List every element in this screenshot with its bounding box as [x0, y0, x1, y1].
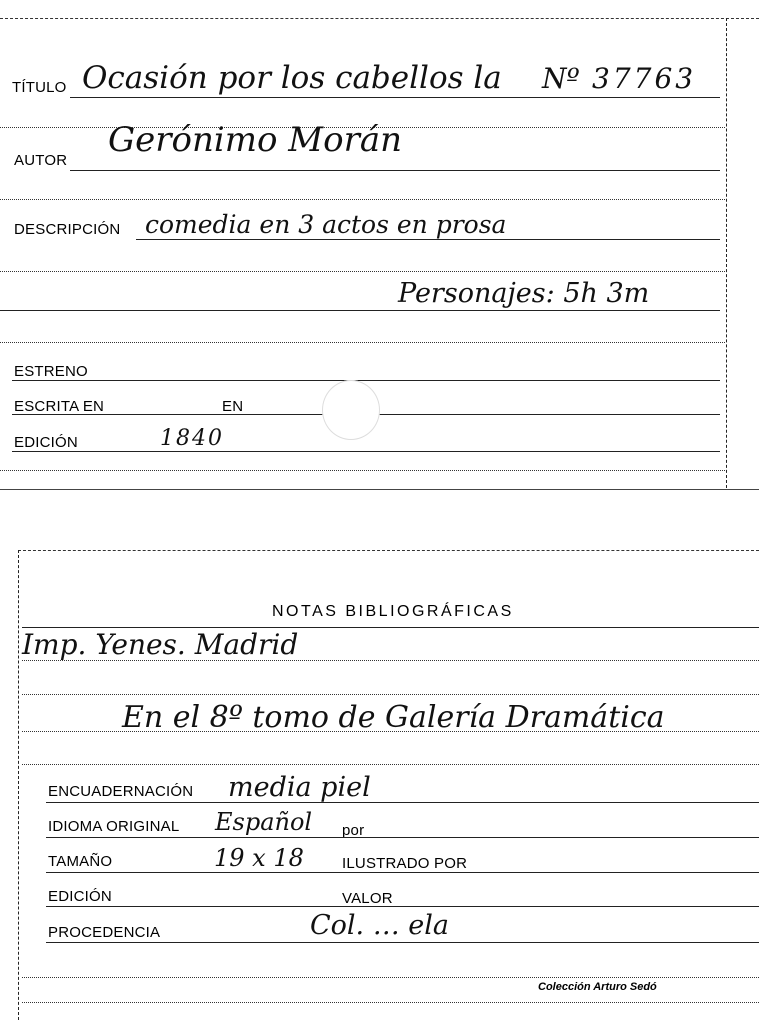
rule-bottom-2 [22, 1002, 759, 1003]
catalog-card-top [0, 0, 759, 492]
ink-blot [322, 380, 380, 440]
card-right-edge [726, 18, 727, 488]
encuadernacion-label: ENCUADERNACIÓN [48, 783, 194, 800]
rule-note-3 [22, 731, 759, 732]
edicion-label-top: EDICIÓN [14, 434, 78, 451]
edicion-value-top: 1840 [160, 426, 224, 451]
ilustrado-label: ILUSTRADO POR [342, 855, 468, 872]
number-label: Nº [542, 62, 580, 95]
en-label: EN [222, 398, 244, 415]
rule-idioma [46, 837, 759, 838]
catalog-card-bottom [0, 540, 759, 1028]
rule-autor [70, 170, 720, 171]
rule-edicion-bottom [46, 906, 759, 907]
autor-label: AUTOR [14, 152, 68, 169]
notas-heading: NOTAS BIBLIOGRÁFICAS [272, 603, 514, 620]
rule-note-4 [22, 764, 759, 765]
rule-procedencia [46, 942, 759, 943]
titulo-label: TÍTULO [12, 79, 67, 96]
escrita-en-label: ESCRITA EN [14, 398, 105, 415]
tamano-label: TAMAÑO [48, 853, 113, 870]
valor-label: VALOR [342, 890, 393, 907]
rule-personajes [0, 310, 720, 311]
rule-titulo [70, 97, 720, 98]
rule-note-2 [22, 694, 759, 695]
rule-note-1 [22, 660, 759, 661]
card-top-edge [0, 18, 759, 19]
tamano-value: 19 x 18 [214, 844, 304, 872]
rule-3 [0, 271, 725, 272]
procedencia-value: Col. … ela [310, 910, 450, 941]
edicion-label-bottom: EDICIÓN [48, 888, 112, 905]
rule-estreno [12, 380, 720, 381]
rule-encuadernacion [46, 802, 759, 803]
descripcion-label: DESCRIPCIÓN [14, 221, 121, 238]
estreno-label: ESTRENO [14, 363, 88, 380]
rule-4 [0, 342, 725, 343]
encuadernacion-value: media piel [228, 772, 371, 803]
idioma-value: Español [215, 808, 313, 836]
por-label: por [342, 822, 365, 839]
card-top-edge [18, 550, 759, 551]
idioma-label: IDIOMA ORIGINAL [48, 818, 180, 835]
rule-edicion [12, 451, 720, 452]
rule-2 [0, 199, 725, 200]
card-left-edge [18, 550, 19, 1020]
personajes-value: Personajes: 5h 3m [398, 278, 650, 309]
descripcion-value: comedia en 3 actos en prosa [145, 210, 507, 239]
collection-credit: Colección Arturo Sedó [538, 981, 657, 993]
titulo-value: Ocasión por los cabellos la [82, 60, 502, 96]
rule-5 [0, 470, 725, 471]
card-bottom-edge [0, 489, 759, 490]
note-line-2: En el 8º tomo de Galería Dramática [122, 700, 665, 735]
rule-tamano [46, 872, 759, 873]
note-line-1: Imp. Yenes. Madrid [22, 628, 299, 661]
number-value: 37763 [592, 62, 697, 95]
procedencia-label: PROCEDENCIA [48, 924, 161, 941]
autor-value: Gerónimo Morán [108, 120, 402, 160]
rule-bottom-1 [22, 977, 759, 978]
rule-descripcion [136, 239, 720, 240]
